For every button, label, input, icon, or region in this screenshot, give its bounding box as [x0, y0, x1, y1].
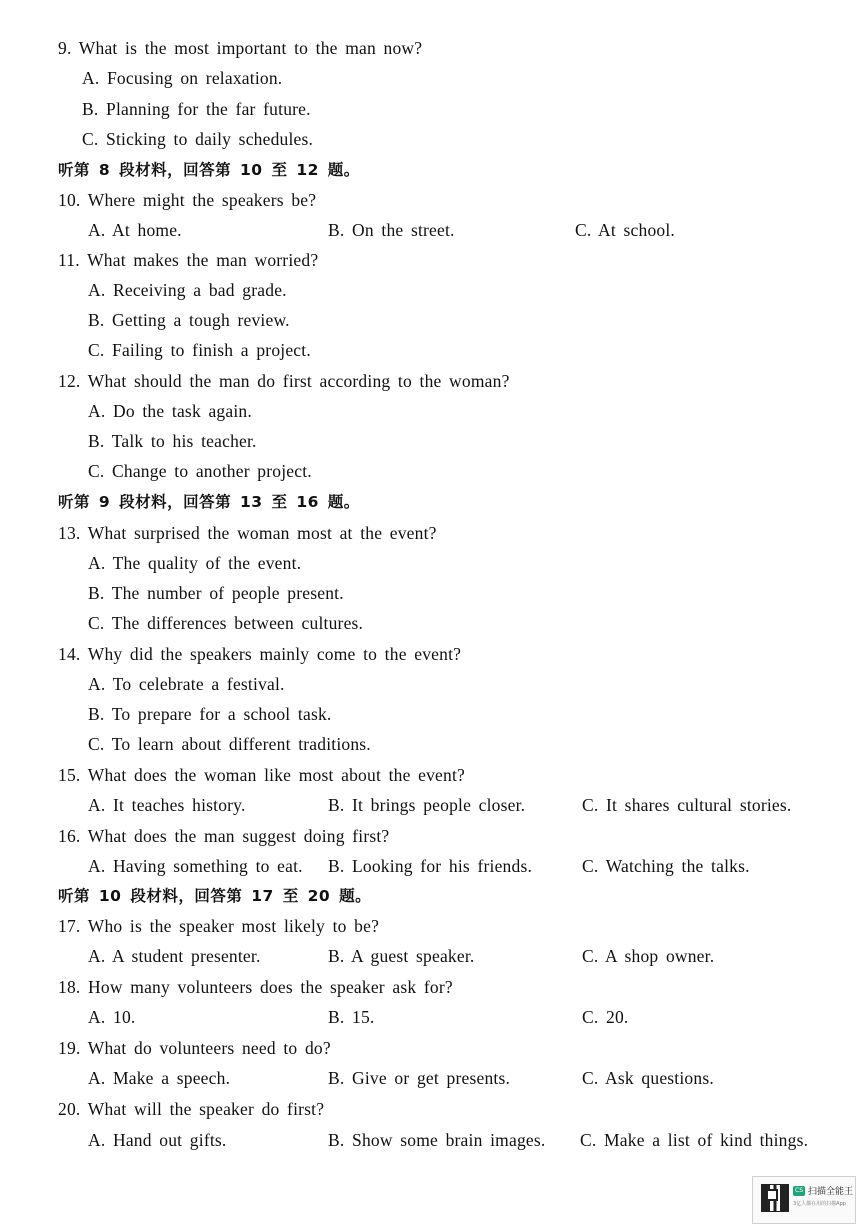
question-14-option-b: B. To prepare for a school task. — [88, 704, 332, 724]
question-9-option-b: B. Planning for the far future. — [82, 99, 311, 119]
question-13-stem: 13. What surprised the woman most at the event? — [58, 523, 437, 543]
question-12-stem: 12. What should the man do first according to the woman? — [58, 371, 510, 391]
question-19-stem: 19. What do volunteers need to do? — [58, 1038, 331, 1058]
question-10-option-a: A. At home. — [88, 220, 182, 240]
question-17-option-a: A. A student presenter. — [88, 946, 261, 966]
question-20-option-b: B. Show some brain images. — [328, 1130, 546, 1150]
question-14-option-a: A. To celebrate a festival. — [88, 674, 285, 694]
question-15-option-b: B. It brings people closer. — [328, 795, 526, 815]
question-15-stem: 15. What does the woman like most about the event? — [58, 765, 466, 785]
question-14-stem: 14. Why did the speakers mainly come to the event? — [58, 644, 462, 664]
question-9-option-c: C. Sticking to daily schedules. — [82, 129, 314, 149]
question-19-option-a: A. Make a speech. — [88, 1068, 231, 1088]
question-18-option-c: C. 20. — [582, 1007, 629, 1027]
question-13-option-a: A. The quality of the event. — [88, 553, 302, 573]
question-17-stem: 17. Who is the speaker most likely to be? — [58, 916, 380, 936]
question-16-option-c: C. Watching the talks. — [582, 856, 750, 876]
question-13-option-c: C. The differences between cultures. — [88, 613, 364, 633]
question-19-option-b: B. Give or get presents. — [328, 1068, 511, 1088]
question-20-option-c: C. Make a list of kind things. — [580, 1130, 809, 1150]
section-10-heading: 听第 10 段材料，回答第 17 至 20 题。 — [58, 887, 372, 905]
question-9-stem: 9. What is the most important to the man now? — [58, 38, 423, 58]
scanner-watermark — [752, 1176, 856, 1224]
question-17-option-b: B. A guest speaker. — [328, 946, 475, 966]
watermark-subtitle: 3亿人都在用的扫描App — [793, 1201, 846, 1207]
question-16-option-b: B. Looking for his friends. — [328, 856, 533, 876]
question-16-option-a: A. Having something to eat. — [88, 856, 303, 876]
question-16-stem: 16. What does the man suggest doing first? — [58, 826, 390, 846]
question-13-option-b: B. The number of people present. — [88, 583, 344, 603]
section-8-heading: 听第 8 段材料，回答第 10 至 12 题。 — [58, 161, 360, 179]
question-20-option-a: A. Hand out gifts. — [88, 1130, 227, 1150]
question-20-stem: 20. What will the speaker do first? — [58, 1099, 325, 1119]
question-18-stem: 18. How many volunteers does the speaker ask for? — [58, 977, 453, 997]
question-11-stem: 11. What makes the man worried? — [58, 250, 319, 270]
question-10-option-b: B. On the street. — [328, 220, 455, 240]
question-11-option-c: C. Failing to finish a project. — [88, 340, 311, 360]
question-11-option-b: B. Getting a tough review. — [88, 310, 290, 330]
question-12-option-b: B. Talk to his teacher. — [88, 431, 257, 451]
question-10-stem: 10. Where might the speakers be? — [58, 190, 317, 210]
question-18-option-b: B. 15. — [328, 1007, 375, 1027]
question-19-option-c: C. Ask questions. — [582, 1068, 714, 1088]
question-12-option-a: A. Do the task again. — [88, 401, 252, 421]
question-9-option-a: A. Focusing on relaxation. — [82, 68, 283, 88]
question-11-option-a: A. Receiving a bad grade. — [88, 280, 287, 300]
question-14-option-c: C. To learn about different traditions. — [88, 734, 371, 754]
question-12-option-c: C. Change to another project. — [88, 461, 312, 481]
question-18-option-a: A. 10. — [88, 1007, 136, 1027]
question-17-option-c: C. A shop owner. — [582, 946, 715, 966]
camscanner-logo-icon: CS — [795, 1187, 803, 1194]
watermark-title: 扫描全能王 — [808, 1187, 854, 1197]
question-10-option-c: C. At school. — [575, 220, 675, 240]
qr-code-icon — [761, 1184, 789, 1212]
question-15-option-a: A. It teaches history. — [88, 795, 246, 815]
section-9-heading: 听第 9 段材料，回答第 13 至 16 题。 — [58, 493, 360, 511]
question-15-option-c: C. It shares cultural stories. — [582, 795, 792, 815]
